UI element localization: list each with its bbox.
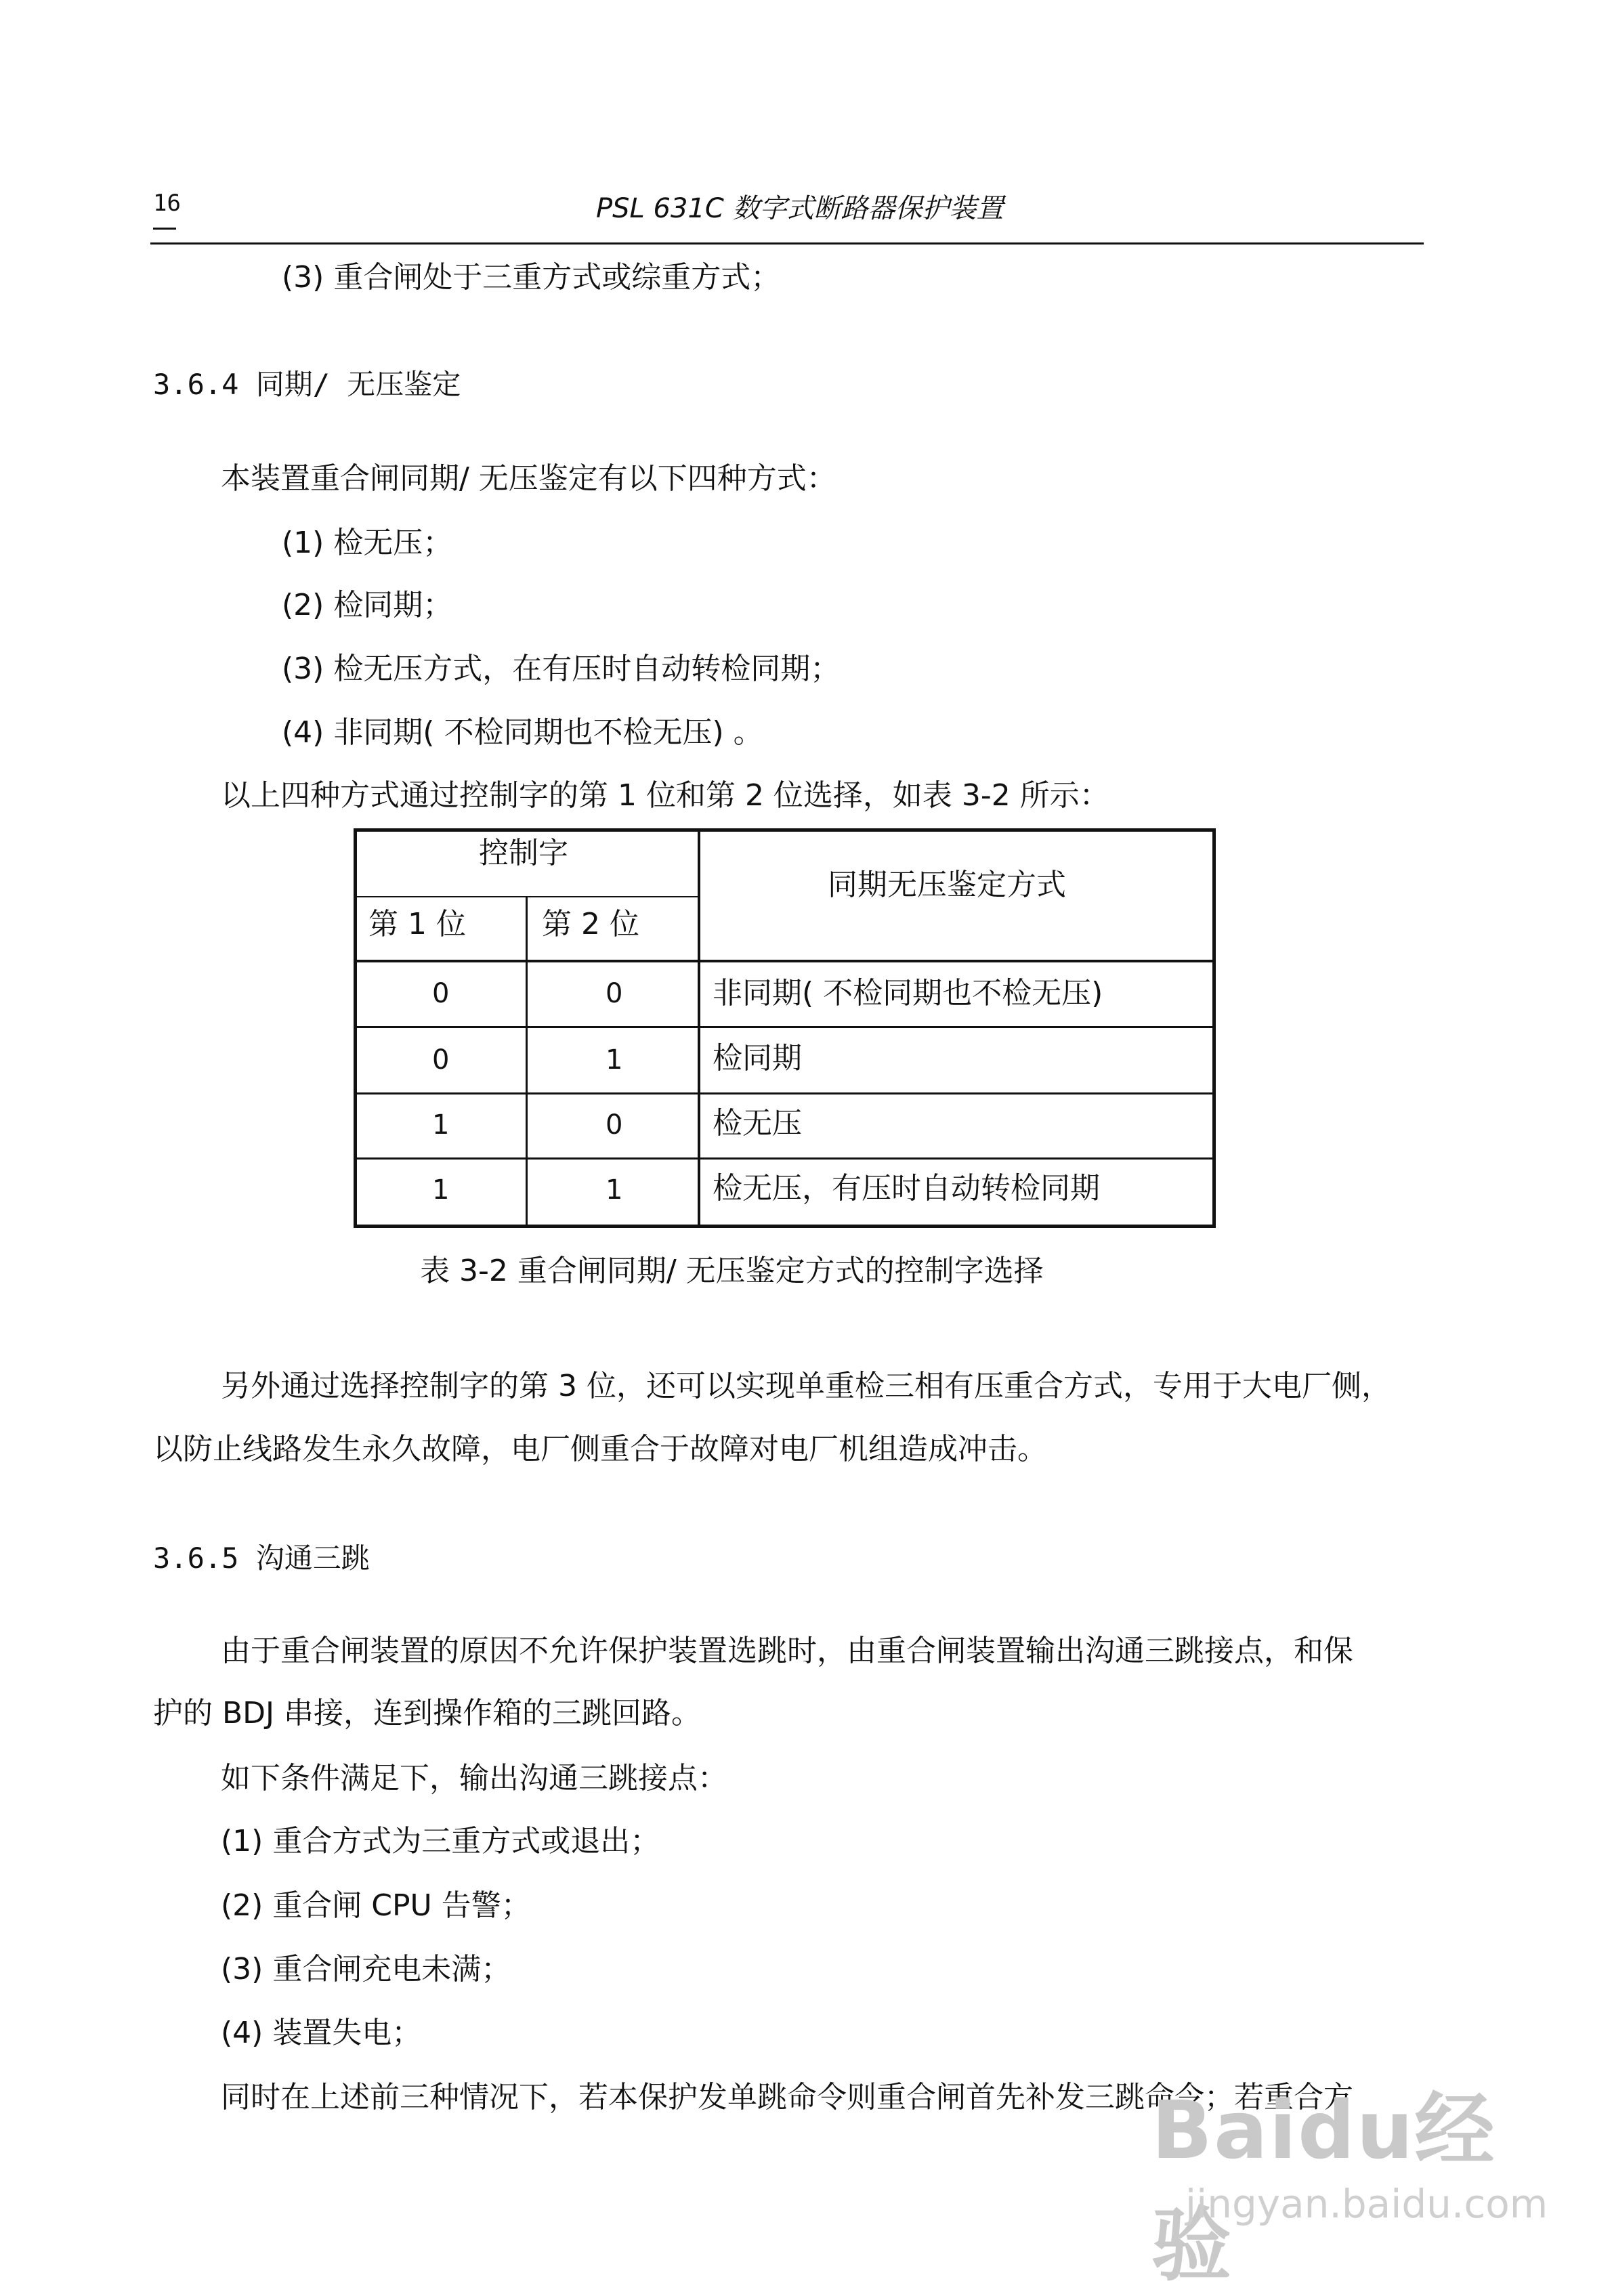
paragraph-line: 护的 BDJ 串接，连到操作箱的三跳回路。 xyxy=(153,1696,702,1730)
table-divider xyxy=(698,828,700,1228)
paragraph-line: 另外通过选择控制字的第 3 位，还可以实现单重检三相有压重合方式，专用于大电厂侧， xyxy=(221,1369,1391,1403)
header-rule xyxy=(150,242,1424,245)
paragraph-line: 同时在上述前三种情况下，若本保护发单跳命令则重合闸首先补发三跳命令；若重合方 xyxy=(221,2080,1353,2114)
list-item: (1) 检无压； xyxy=(282,526,453,560)
table-cell-mode: 检同期 xyxy=(713,1041,802,1076)
paragraph-line: 由于重合闸装置的原因不允许保护装置选跳时，由重合闸装置输出沟通三跳接点，和保 xyxy=(221,1634,1353,1668)
list-item: (3) 重合闸充电未满； xyxy=(221,1952,511,1986)
table-intro: 以上四种方式通过控制字的第 1 位和第 2 位选择，如表 3-2 所示： xyxy=(221,778,1109,813)
table-cell-bit2: 1 xyxy=(606,1174,623,1206)
baidu-watermark xyxy=(1151,2066,1548,2292)
table-divider xyxy=(354,960,1216,962)
watermark-url: jingyan.baidu.com xyxy=(1185,2181,1548,2227)
table-cell-mode: 检无压，有压时自动转检同期 xyxy=(713,1171,1100,1206)
page-number-underline xyxy=(153,228,176,230)
table-header-bit1: 第 1 位 xyxy=(368,907,466,941)
table-cell-bit1: 0 xyxy=(432,978,450,1009)
control-word-table xyxy=(354,828,1216,1228)
table-cell-mode: 检无压 xyxy=(713,1106,802,1141)
table-divider xyxy=(354,896,699,897)
watermark-logo: Baidu经验 xyxy=(1151,2083,1496,2292)
table-header-mode: 同期无压鉴定方式 xyxy=(828,868,1066,902)
header-title: PSL 631C 数字式断路器保护装置 xyxy=(596,193,1004,224)
table-cell-bit2: 1 xyxy=(606,1044,623,1076)
table-cell-bit2: 0 xyxy=(606,1109,623,1141)
table-cell-mode: 非同期( 不检同期也不检无压) xyxy=(713,976,1103,1011)
paragraph-line: 以防止线路发生永久故障，电厂侧重合于故障对电厂机组造成冲击。 xyxy=(153,1432,1047,1466)
list-item: (1) 重合方式为三重方式或退出； xyxy=(221,1824,660,1858)
table-cell-bit1: 0 xyxy=(432,1044,450,1076)
table-divider xyxy=(354,1026,1216,1028)
conditions-intro: 如下条件满足下，输出沟通三跳接点： xyxy=(221,1761,727,1795)
section-heading-365: 3.6.5 沟通三跳 xyxy=(153,1542,370,1575)
list-item: (3) 检无压方式，在有压时自动转检同期； xyxy=(282,652,841,686)
table-cell-bit1: 1 xyxy=(432,1109,450,1141)
list-item: (2) 检同期； xyxy=(282,588,453,622)
table-header-bit2: 第 2 位 xyxy=(542,907,639,941)
table-divider xyxy=(354,1092,1216,1094)
list-item: (4) 装置失电； xyxy=(221,2016,422,2050)
table-divider xyxy=(526,896,528,1228)
table-cell-bit2: 0 xyxy=(606,978,623,1009)
table-cell-bit1: 1 xyxy=(432,1174,450,1206)
list-item: (4) 非同期( 不检同期也不检无压) 。 xyxy=(282,715,763,750)
section-364-intro: 本装置重合闸同期/ 无压鉴定有以下四种方式： xyxy=(221,461,836,496)
section-heading-364: 3.6.4 同期/ 无压鉴定 xyxy=(153,368,461,401)
table-caption: 表 3-2 重合闸同期/ 无压鉴定方式的控制字选择 xyxy=(420,1254,1044,1288)
top-item: (3) 重合闸处于三重方式或综重方式； xyxy=(282,260,781,295)
list-item: (2) 重合闸 CPU 告警； xyxy=(221,1888,531,1923)
table-group-header: 控制字 xyxy=(479,836,568,870)
table-divider xyxy=(354,1157,1216,1160)
page-number: 16 xyxy=(153,190,181,217)
table-border xyxy=(354,828,1216,1228)
